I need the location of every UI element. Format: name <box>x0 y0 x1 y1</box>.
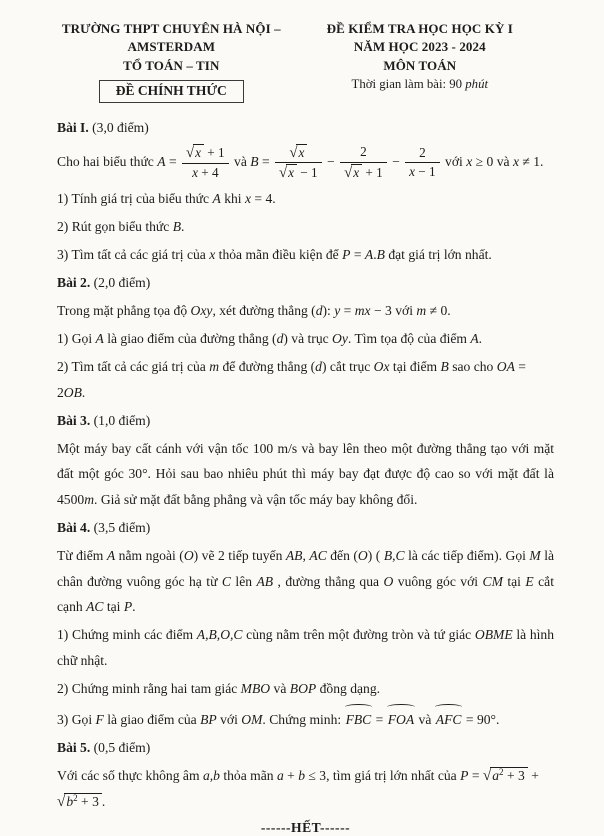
math-var: AC <box>309 547 327 563</box>
math-var: b <box>66 793 74 809</box>
text-run: + 3 <box>503 768 525 784</box>
math-var: CM <box>482 573 503 589</box>
time-limit-text: Thời gian làm bài: 90 <box>351 77 466 92</box>
bai5-text <box>57 763 554 814</box>
radicand <box>64 793 102 811</box>
math-var: O <box>383 573 394 589</box>
denominator <box>275 163 322 181</box>
angle-hat-arc-icon <box>435 704 463 710</box>
department-name: TỔ TOÁN – TIN <box>123 57 220 73</box>
math-var: A <box>157 154 166 170</box>
radicand <box>490 767 528 785</box>
bai4-item1 <box>57 622 554 673</box>
square-root <box>289 145 307 160</box>
angle-name <box>346 704 372 733</box>
math-var: P <box>342 246 351 262</box>
end-marker: ------HẾT------ <box>260 820 351 836</box>
text-run: = <box>372 711 387 727</box>
math-var: a,b <box>202 768 220 784</box>
text-run: 2) Rút gọn biểu thức <box>57 218 173 234</box>
math-var: B <box>250 154 259 170</box>
math-var: Oy <box>332 331 348 347</box>
exam-title: ĐỀ KIỂM TRA HỌC HỌC KỲ I <box>326 21 513 36</box>
text-run: ≠ 1. <box>519 154 544 170</box>
bai4-item2 <box>57 676 554 702</box>
text-run: là giao điểm của <box>103 711 201 727</box>
bai1-item3 <box>57 242 554 268</box>
math-var: A <box>95 331 104 347</box>
text-run: thỏa mãn <box>219 768 277 784</box>
math-var: y <box>334 303 341 319</box>
text-run: ≥ 0 và <box>472 154 513 170</box>
fraction <box>405 145 439 181</box>
square-root <box>344 165 362 180</box>
math-var: x <box>409 164 416 180</box>
text-run: ) vẽ 2 tiếp tuyến <box>193 547 286 563</box>
text-run: + 3 <box>77 793 99 809</box>
text-run: (3,0 điểm) <box>88 120 149 136</box>
math-var: x <box>209 246 216 262</box>
radical-sign-icon: √ <box>186 145 195 162</box>
text-run: và <box>230 154 251 170</box>
text-run: ): <box>322 303 335 319</box>
text-run: = 90°. <box>462 711 500 727</box>
text-run: = <box>340 303 355 319</box>
text-run: sao cho <box>448 359 497 375</box>
fraction <box>182 144 229 181</box>
math-var: B <box>383 547 393 563</box>
text-run: ≠ 0. <box>426 303 451 319</box>
problems <box>57 115 554 814</box>
text-run: . Giả sử mặt đất bằng phẳng và vận tốc máy bay không đổi. <box>94 491 418 507</box>
text-run: đạt giá trị lớn nhất. <box>384 246 492 262</box>
text-run: tại điểm <box>389 359 441 375</box>
math-var: A <box>470 331 479 347</box>
math-var: FOA <box>387 711 415 727</box>
math-var: M <box>529 547 541 563</box>
math-var: d <box>315 359 322 375</box>
text-run: 1) Chứng minh các điểm <box>57 627 197 643</box>
subject-name: MÔN TOÁN <box>383 57 457 73</box>
exam-info-block <box>286 20 554 92</box>
math-var: Oxy <box>190 303 213 319</box>
radicand <box>193 144 204 161</box>
text-run: . <box>81 384 86 400</box>
math-var: OB <box>63 384 82 400</box>
text-run: Trong mặt phẳng tọa độ <box>57 303 191 319</box>
math-var: BP <box>200 711 217 727</box>
math-var: x <box>195 145 201 161</box>
math-var: A,B,O,C <box>196 627 243 643</box>
math-var: mx <box>354 303 371 319</box>
text-run: thỏa mãn điều kiện để <box>215 246 343 262</box>
superscript: 2 <box>499 767 504 778</box>
math-var: OA <box>496 359 515 375</box>
math-var: x <box>298 144 305 160</box>
math-var: A <box>212 190 221 206</box>
text-run: ) và trục <box>283 331 333 347</box>
bold-text: Bài 5. <box>57 739 91 755</box>
text-run: Một máy bay cất cánh với vận tốc 100 m/s và bay lên theo một đường thẳng tạo với mặt đất một góc 30°. Hỏi sau bao nhiêu phút thì máy bay đạt được độ cao so với mặt đất là 4500 <box>57 440 554 507</box>
square-root <box>186 145 204 160</box>
text-run: 2 <box>360 144 367 160</box>
text-run: = <box>468 768 483 784</box>
math-var: BOP <box>289 680 317 696</box>
math-var: P <box>123 599 133 615</box>
numerator <box>182 144 229 163</box>
text-run: 1) Tính giá trị của biểu thức <box>57 190 213 206</box>
numerator <box>405 145 439 163</box>
bold-text: Bài 3. <box>57 412 91 428</box>
text-run: vuông góc với <box>393 573 483 589</box>
text-run: để đường thẳng ( <box>219 359 316 375</box>
text-run: là giao điểm của đường thẳng ( <box>103 331 277 347</box>
text-run: nằm ngoài ( <box>115 547 184 563</box>
bai5-title <box>57 735 554 761</box>
text-run: + <box>283 768 299 784</box>
text-run: và <box>270 680 290 696</box>
denominator <box>405 163 439 180</box>
math-var: C <box>221 573 231 589</box>
math-var: B <box>440 359 449 375</box>
square-root <box>279 165 297 180</box>
math-var: x <box>192 164 198 180</box>
text-run: đồng dạng. <box>316 680 381 696</box>
text-run: = <box>350 246 365 262</box>
math-var: AB <box>256 573 274 589</box>
time-limit-unit: phút <box>465 77 489 92</box>
text-run: khi <box>220 190 245 206</box>
text-run: 3) Tìm tất cả các giá trị của <box>57 246 210 262</box>
math-var: b <box>298 768 306 784</box>
text-run: , <box>392 547 396 563</box>
math-var: Ox <box>373 359 390 375</box>
bai4-item3 <box>57 704 554 733</box>
radical-sign-icon: √ <box>57 792 66 810</box>
text-run: , <box>302 547 310 563</box>
angle-name <box>436 704 462 733</box>
superscript: 2 <box>73 792 78 803</box>
text-run: ≤ 3, tìm giá trị lớn nhất của <box>305 768 461 784</box>
bai2-item2 <box>57 354 554 405</box>
fraction <box>340 144 387 181</box>
math-var: x <box>288 165 295 181</box>
text-run: (3,5 điểm) <box>90 519 151 535</box>
math-var: B <box>376 246 385 262</box>
text-run: , xét đường thẳng ( <box>212 303 316 319</box>
text-run: . Tìm tọa độ của điểm <box>347 331 471 347</box>
math-var: AC <box>86 599 104 615</box>
text-run: + 1 <box>362 164 383 180</box>
text-run: (1,0 điểm) <box>90 412 151 428</box>
text-run: 2 <box>419 144 426 160</box>
text-run: = 2 <box>57 359 526 400</box>
text-run: . <box>373 246 377 262</box>
text-run: . <box>132 599 136 615</box>
text-run: ) cắt trục <box>321 359 374 375</box>
bai1-item1 <box>57 186 554 212</box>
bai1-intro <box>57 144 554 182</box>
text-run: = <box>165 154 181 170</box>
text-run: tại <box>502 573 526 589</box>
text-run: . Chứng minh: <box>262 711 345 727</box>
text-run: − <box>388 154 404 170</box>
text-run: − 1 <box>297 165 318 181</box>
math-var: m <box>209 359 220 375</box>
math-var: A <box>364 246 374 262</box>
school-year: NĂM HỌC 2023 - 2024 <box>353 39 486 55</box>
math-var: F <box>95 711 104 727</box>
bold-text: Bài 2. <box>57 275 91 291</box>
radicand <box>286 164 297 181</box>
math-var: x <box>353 164 360 180</box>
math-var: B <box>172 218 182 234</box>
bai3-title <box>57 408 554 434</box>
text-run: . <box>181 218 185 234</box>
denominator <box>340 163 387 181</box>
numerator <box>275 144 322 163</box>
math-var: d <box>315 303 323 319</box>
square-root <box>483 768 528 783</box>
math-var: a <box>492 768 500 784</box>
bai2-title <box>57 270 554 296</box>
text-run: đến ( <box>326 547 358 563</box>
text-run: = <box>258 154 274 170</box>
math-var: C <box>395 547 405 563</box>
math-var: MBO <box>240 680 271 696</box>
math-var: OBME <box>474 627 513 643</box>
text-run: với <box>216 711 242 727</box>
math-var: P <box>460 768 469 784</box>
bai2-intro <box>57 298 554 324</box>
text-run: 1) Gọi <box>57 331 96 347</box>
official-exam-box <box>99 80 244 103</box>
text-run: = 4. <box>251 190 276 206</box>
bai1-item2 <box>57 214 554 240</box>
text-run: 3) Gọi <box>57 711 96 727</box>
math-var: x <box>466 154 473 170</box>
text-run: ) ( <box>367 547 384 563</box>
text-run: (2,0 điểm) <box>90 275 151 291</box>
school-block <box>57 20 286 103</box>
radical-sign-icon: √ <box>344 164 353 181</box>
bai4-title <box>57 515 554 541</box>
math-var: d <box>276 331 284 347</box>
time-limit <box>286 77 554 92</box>
bai3-text <box>57 436 554 513</box>
math-var: A <box>106 547 116 563</box>
school-name: TRƯỜNG THPT CHUYÊN HÀ NỘI – AMSTERDAM <box>61 21 281 55</box>
math-var: a <box>276 768 284 784</box>
text-run: − 3 với <box>370 303 417 319</box>
math-var: m <box>84 491 95 507</box>
radical-sign-icon: √ <box>289 144 298 161</box>
exam-header <box>57 20 554 103</box>
text-run: 2) Tìm tất cả các giá trị của <box>57 359 210 375</box>
text-run: (0,5 điểm) <box>90 739 151 755</box>
text-run: Với các số thực không âm <box>57 768 203 784</box>
angle-name <box>388 704 414 733</box>
bai1-title <box>57 115 554 141</box>
math-var: OM <box>241 711 263 727</box>
math-var: AFC <box>435 711 462 727</box>
radical-sign-icon: √ <box>279 165 288 182</box>
math-var: E <box>525 573 534 589</box>
text-run: lên <box>230 573 257 589</box>
text-run: Cho hai biểu thức <box>57 154 158 170</box>
math-var: O <box>183 547 194 563</box>
radicand <box>351 164 362 181</box>
angle-hat-arc-icon <box>345 704 373 710</box>
text-run: tại <box>103 599 124 615</box>
text-run: + <box>527 768 539 784</box>
text-run: . <box>101 793 106 809</box>
angle-hat-arc-icon <box>387 704 415 710</box>
text-run: . <box>478 331 483 347</box>
text-run: là chân đường vuông góc hạ từ <box>57 547 555 589</box>
text-run: − 1 <box>415 164 436 180</box>
square-root <box>57 794 102 809</box>
bai4-intro <box>57 543 554 620</box>
text-run: và <box>415 711 435 727</box>
denominator <box>182 164 229 181</box>
text-run: là các tiếp điểm). Gọi <box>404 547 530 563</box>
math-var: O <box>357 547 368 563</box>
math-var: x <box>512 154 519 170</box>
text-run: , đường thẳng qua <box>273 573 384 589</box>
math-var: AB <box>285 547 303 563</box>
radicand <box>296 144 307 161</box>
bold-text: Bài 4. <box>57 519 91 535</box>
text-run: + 4 <box>197 164 219 180</box>
text-run: − <box>323 154 339 170</box>
text-run: Từ điểm <box>57 547 107 563</box>
text-run: 2) Chứng minh rằng hai tam giác <box>57 680 241 696</box>
text-run: cùng nằm trên một đường tròn và tứ giác <box>242 627 475 643</box>
text-run: + 1 <box>204 145 225 161</box>
math-var: FBC <box>345 711 372 727</box>
math-var: x <box>244 190 252 206</box>
numerator <box>340 144 387 162</box>
text-run: là hình chữ nhật. <box>57 627 554 668</box>
radical-sign-icon: √ <box>482 767 492 785</box>
official-exam-label: ĐỀ CHÍNH THỨC <box>115 83 227 99</box>
text-run: cắt cạnh <box>57 573 554 615</box>
math-var: m <box>416 303 427 319</box>
text-run: với <box>441 154 467 170</box>
bai2-item1 <box>57 326 554 352</box>
fraction <box>275 144 322 182</box>
bold-text: Bài I. <box>57 120 89 136</box>
